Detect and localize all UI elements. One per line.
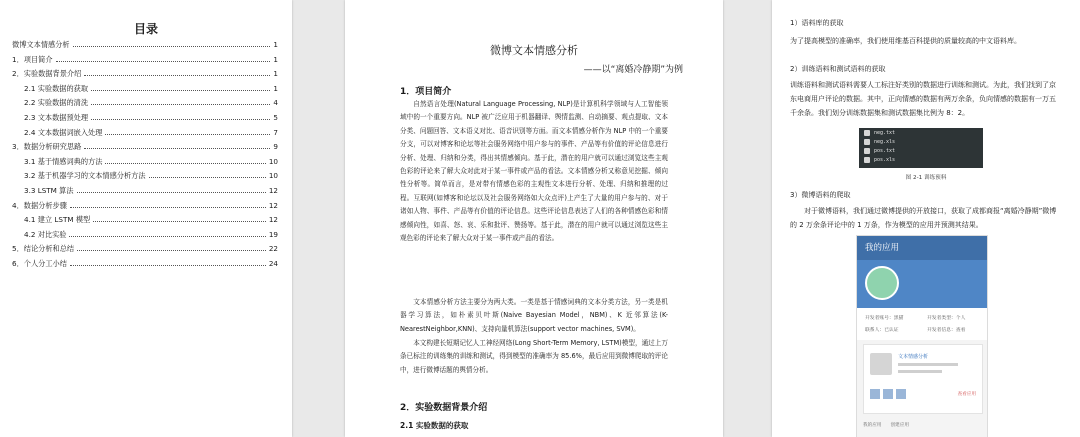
toc-entry[interactable]: 4．数据分析步骤 12 (12, 200, 278, 210)
file-icon (864, 130, 870, 136)
toc-entry[interactable]: 2.3 文本数据预处理 5 (24, 112, 278, 122)
paragraph: 对于微博语料，我们通过微博提供的开放接口，获取了成都商报“离婚冷静期”微博的 2 万余条评论中的 1 万条，作为模型的应用并预测其结果。 (790, 207, 1057, 229)
paragraph: 为了提高模型的准确率，我们使用维基百科提供的质量较高的中文语料库。 (790, 37, 1021, 45)
document-page-3 (772, 0, 1080, 437)
file-icon (864, 157, 870, 163)
document-title: 微博文本情感分析 (490, 44, 578, 57)
action-icon[interactable] (883, 389, 893, 399)
app-screenshot (856, 235, 988, 437)
view-app-link[interactable]: 查看应用 (957, 392, 976, 397)
file-list-figure (859, 128, 983, 168)
app-icon (870, 353, 892, 375)
file-icon (864, 139, 870, 145)
paragraph: 本文构建长短期记忆人工神经网络(Long Short-Term Memory, LSTM)模型，通过上万条已标注的训练集的训练和测试，得到模型的准确率为 85.6%，最后应用到微博爬取的评论中，进行微博话题的舆情分析。 (400, 339, 668, 374)
app-footer: 我的应用 创建应用 (863, 423, 909, 428)
item-heading: 2）训练语料和测试语料的获取 (790, 65, 886, 73)
action-icon[interactable] (870, 389, 880, 399)
action-icon[interactable] (896, 389, 906, 399)
item-heading: 3）微博语料的爬取 (790, 191, 851, 199)
placeholder-line (898, 370, 942, 373)
file-item: neg.txt (859, 128, 983, 137)
file-item: neg.xls (859, 137, 983, 146)
toc-entry[interactable]: 3.1 基于情感词典的方法 10 (24, 156, 278, 166)
app-banner (857, 260, 987, 308)
toc-entry[interactable]: 微博文本情感分析 1 (12, 40, 278, 49)
placeholder-line (898, 363, 958, 366)
app-actions (870, 389, 906, 399)
toc-list (12, 40, 278, 274)
toc-entry[interactable]: 4.1 建立 LSTM 模型 12 (24, 215, 278, 225)
figure-caption: 图 2-1 训练预料 (905, 175, 947, 181)
subsection-heading: 2.1 实验数据的获取 (400, 421, 469, 430)
toc-entry[interactable]: 6．个人分工小结 24 (12, 258, 278, 268)
app-info: 开发者账号：黑猫 开发者类型：个人 联系人：已认证 开发者信息：查看 (857, 308, 987, 340)
toc-entry[interactable]: 3.3 LSTM 算法 12 (24, 185, 278, 195)
app-name: 文本情感分析 (898, 354, 929, 360)
toc-title: 目录 (133, 22, 158, 36)
toc-entry[interactable]: 3．数据分析研究思路 9 (12, 142, 278, 152)
avatar (865, 266, 899, 300)
file-icon (864, 148, 870, 154)
paragraph: 自然语言处理(Natural Language Processing, NLP)是计算机科学领域与人工智能领域中的一个重要方向。NLP 被广泛应用于机器翻译、舆情监测、自动摘要、观点提取、文本分类、问题回答、文本语义对比、语音识别等方面。而文本情感分析作为 NLP 中的一个重要分支，可以对博客和论坛等社会服务网络中用户参与的事件、产品等有价值的评论信息进行分析、处理、归纳和分类，得出其情感倾向。基于此，潜在的用户就可以通过浏览这些主观色彩的评论来了解大众对此对于某一事件或产品的看法。文本情感分析又称意见挖掘、倾向性分析等。简单而言，是对带有情感色彩的主观性文本进行分析、处理、归纳和推理的过程。互联网(如博客和论坛以及社会服务网络如大众点评)上产生了大量的用户参与的、对于诸如人物、事件、产品等有价值的评论信息。这些评论信息表达了人们的各种情感色彩和情感倾向性，如喜、怒、哀、乐和批评、赞扬等。基于此，潜在的用户就可以通过浏览这些主观色彩的评论来了解大众对于某一事件或产品的看法。 (400, 100, 668, 243)
toc-page (0, 0, 292, 437)
paragraph: 训练语料和测试语料需要人工标注好类别的数据进行训练和测试。为此，我们找到了京东电商用户评论的数据。其中，正向情感的数据有两万余条，负向情感的数据有一万五千余条。我们划分训练数据集和测试数据集比例为 8：2。 (790, 81, 1056, 117)
app-header: 我的应用 (857, 236, 987, 260)
file-item: pos.xls (859, 155, 983, 164)
toc-entry[interactable]: 2.4 文本数据词嵌入处理 7 (24, 127, 278, 137)
app-card[interactable] (863, 344, 983, 414)
toc-entry[interactable]: 3.2 基于机器学习的文本情感分析方法 10 (24, 171, 278, 181)
document-subtitle: ——以“离婚冷静期”为例 (583, 65, 683, 75)
toc-entry[interactable]: 1．项目简介 1 (12, 54, 278, 64)
section-heading: 1．项目简介 (400, 87, 452, 97)
item-heading: 1）语料库的获取 (790, 19, 844, 27)
section-heading: 2．实验数据背景介绍 (400, 403, 488, 413)
toc-entry[interactable]: 2．实验数据背景介绍 1 (12, 69, 278, 79)
toc-entry[interactable]: 5．结论分析和总结 22 (12, 244, 278, 254)
toc-entry[interactable]: 2.1 实验数据的获取 1 (24, 83, 278, 93)
document-page (345, 0, 723, 437)
paragraph: 文本情感分析方法主要分为两大类。一类是基于情感词典的文本分类方法，另一类是机器学习算法，如朴素贝叶斯(Naive Bayesian Model，NBM)、K 近邻算法(K-NearestNeighbor,KNN)、支持向量机算法(support vector machines, SVM)。 (400, 298, 668, 333)
toc-entry[interactable]: 4.2 对比实验 19 (24, 229, 278, 239)
file-item: pos.txt (859, 146, 983, 155)
toc-entry[interactable]: 2.2 实验数据的清洗 4 (24, 98, 278, 108)
